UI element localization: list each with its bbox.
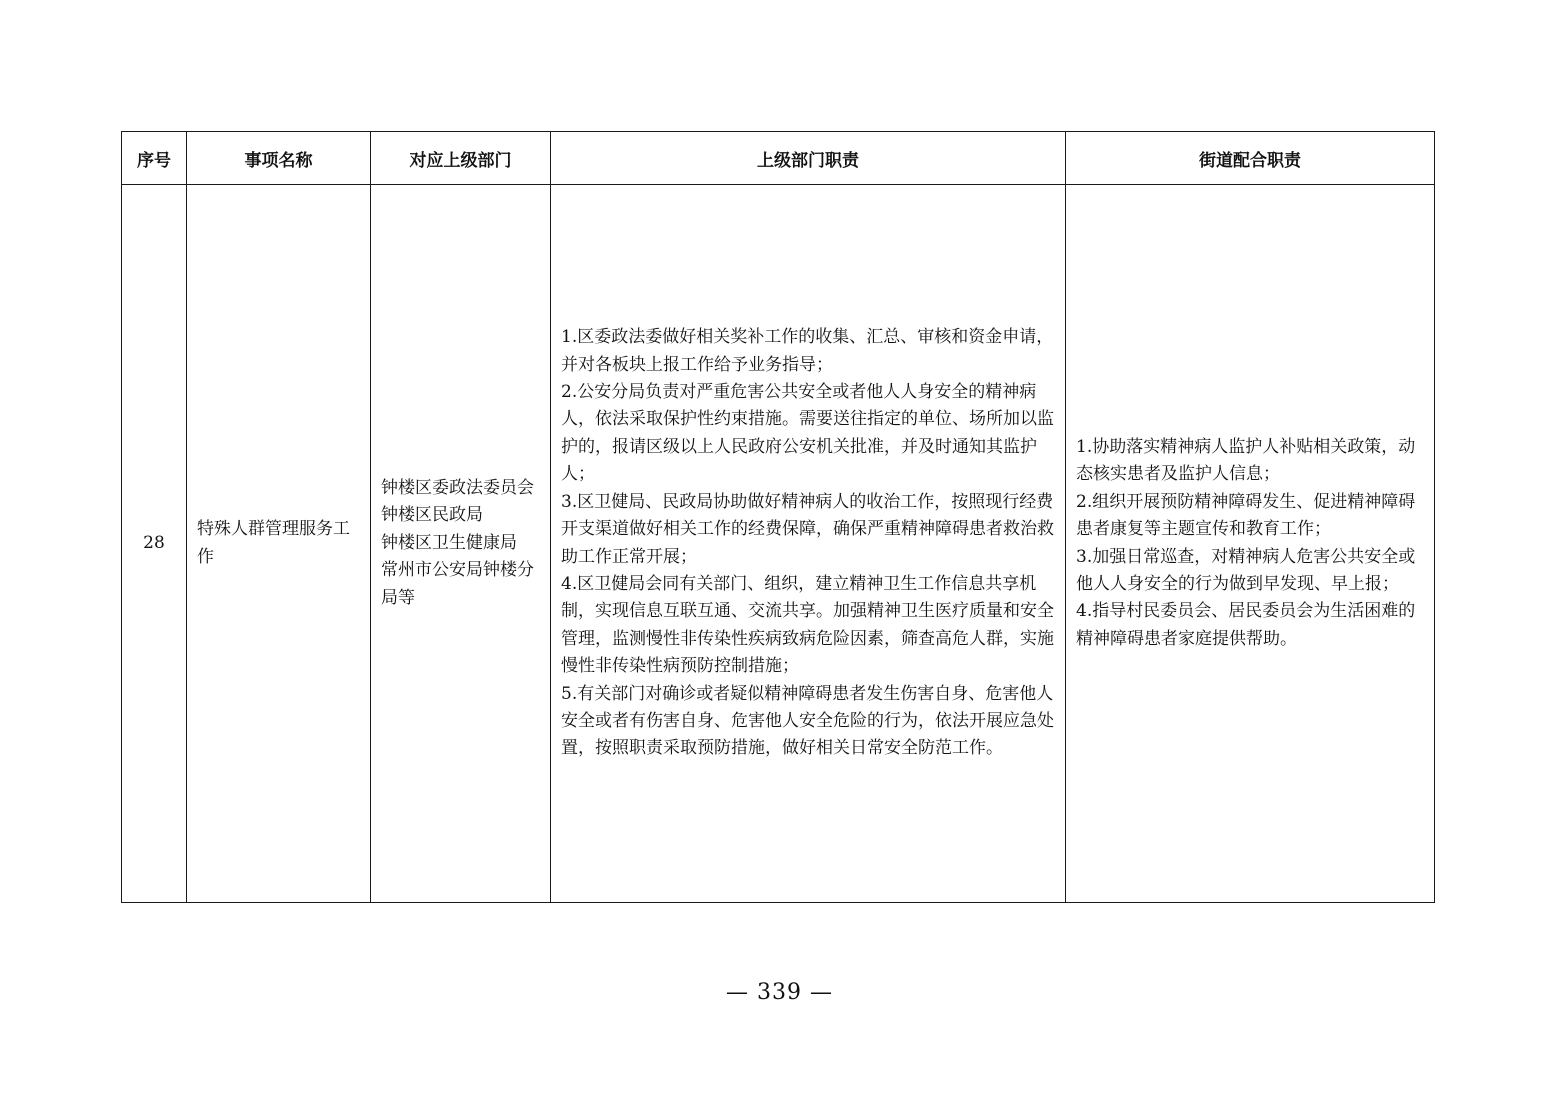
street-duty-item: 3.加强日常巡查，对精神病人危害公共安全或他人人身安全的行为做到早发现、早上报； bbox=[1076, 546, 1416, 594]
department-line: 钟楼区委政法委员会 bbox=[381, 477, 534, 498]
footer-dash-left: — bbox=[726, 980, 749, 1005]
duties-table bbox=[121, 131, 1435, 903]
street-duty-item: 4.指导村民委员会、居民委员会为生活困难的精神障碍患者家庭提供帮助。 bbox=[1076, 601, 1416, 649]
row-dept-duties bbox=[551, 185, 1066, 903]
page-number: 339 bbox=[757, 980, 802, 1005]
dept-duty-item: 2.公安分局负责对严重危害公共安全或者他人人身安全的精神病人，依法采取保护性约束措施。需要送往指定的单位、场所加以监护的，报请区级以上人民政府公安机关批准，并及时通知其监护人； bbox=[561, 382, 1054, 485]
header-street-duties: 街道配合职责 bbox=[1066, 132, 1435, 185]
department-line: 钟楼区卫生健康局 bbox=[381, 532, 517, 553]
footer-dash-right: — bbox=[810, 980, 833, 1005]
department-line: 钟楼区民政局 bbox=[381, 505, 483, 526]
header-dept-duties: 上级部门职责 bbox=[551, 132, 1066, 185]
department-line: 常州市公安局钟楼分局等 bbox=[381, 560, 534, 608]
header-department: 对应上级部门 bbox=[371, 132, 551, 185]
row-departments bbox=[371, 185, 551, 903]
header-index: 序号 bbox=[122, 132, 187, 185]
table-header-row bbox=[122, 132, 1435, 185]
dept-duty-item: 3.区卫健局、民政局协助做好精神病人的收治工作，按照现行经费开支渠道做好相关工作的经费保障，确保严重精神障碍患者救治救助工作正常开展； bbox=[561, 491, 1054, 567]
header-item-name: 事项名称 bbox=[187, 132, 371, 185]
street-duty-item: 2.组织开展预防精神障碍发生、促进精神障碍患者康复等主题宣传和教育工作； bbox=[1076, 491, 1416, 540]
dept-duty-item: 5.有关部门对确诊或者疑似精神障碍患者发生伤害自身、危害他人安全或者有伤害自身、危害他人安全危险的行为，依法开展应急处置，按照职责采取预防措施，做好相关日常安全防范工作。 bbox=[561, 683, 1054, 759]
row-street-duties bbox=[1066, 185, 1435, 903]
dept-duty-item: 1.区委政法委做好相关奖补工作的收集、汇总、审核和资金申请，并对各板块上报工作给予业务指导； bbox=[561, 327, 1054, 375]
table-row bbox=[122, 185, 1435, 903]
dept-duty-item: 4.区卫健局会同有关部门、组织，建立精神卫生工作信息共享机制，实现信息互联互通、交流共享。加强精神卫生医疗质量和安全管理，监测慢性非传染性疾病致病危险因素，筛查高危人群，实施慢性非传染性病预防控制措施； bbox=[561, 573, 1054, 677]
row-index: 28 bbox=[122, 185, 187, 903]
street-duty-item: 1.协助落实精神病人监护人补贴相关政策，动态核实患者及监护人信息； bbox=[1076, 436, 1416, 485]
page-footer bbox=[0, 980, 1559, 1005]
row-item-name: 特殊人群管理服务工作 bbox=[187, 185, 371, 903]
